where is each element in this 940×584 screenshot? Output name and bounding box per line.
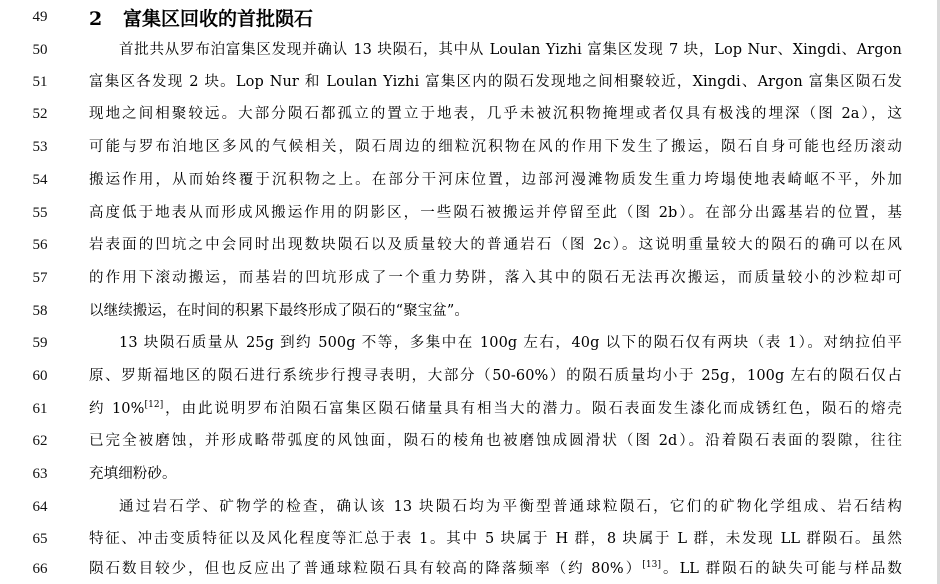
- paragraph-text: 原、罗斯福地区的陨石进行系统步行搜寻表明，大部分（50-60%）的陨石质量均小于 25g，100g 左右的陨石仅占: [89, 368, 902, 384]
- text-line: [0, 295, 940, 328]
- text-line: [0, 66, 940, 99]
- section-number: 2: [89, 8, 103, 30]
- paragraph-text: 现地之间相聚较远。大部分陨石都孤立的置立于地表，几乎未被沉积物掩埋或者仅具有极浅的埋深（图 2a），这: [89, 106, 902, 122]
- text-line: [0, 553, 940, 584]
- section-heading: [89, 1, 313, 37]
- paragraph-text: [89, 393, 902, 426]
- line-number: 55: [32, 205, 48, 221]
- paragraph-text: 13 块陨石质量从 25g 到约 500g 不等，多集中在 100g 左右，40g 以下的陨石仅有两块（表 1）。对纳拉伯平: [119, 335, 902, 351]
- paragraph-text: 特征、冲击变质特征以及风化程度等汇总于表 1。其中 5 块属于 H 群，8 块属于 L 群，未发现 LL 群陨石。虽然: [89, 531, 902, 547]
- line-number: 52: [32, 106, 48, 122]
- text-segment: ，由此说明罗布泊陨石富集区陨石储量具有相当大的潜力。陨石表面发生漆化而成锈红色，陨石的熔壳: [163, 401, 902, 417]
- text-line: [0, 98, 940, 131]
- line-number: 54: [32, 172, 48, 188]
- paragraph-text: 可能与罗布泊地区多风的气候相关，陨石周边的细粒沉积物在风的作用下发生了搬运，陨石自身可能也经历滚动: [89, 139, 902, 155]
- citation-ref: [12]: [144, 400, 164, 410]
- paragraph-text: 高度低于地表从而形成风搬运作用的阴影区，一些陨石被搬运并停留至此（图 2b）。在部分出露基岩的位置，基: [89, 205, 902, 221]
- text-line: [0, 458, 940, 491]
- text-segment: 。LL 群陨石的缺失可能与样品数: [661, 561, 902, 577]
- line-number: 57: [32, 270, 48, 286]
- paragraph-text: 岩表面的凹坑之中会同时出现数块陨石以及质量较大的普通岩石（图 2c）。这说明重量较大的陨石的确可以在风: [89, 237, 902, 253]
- line-number: 49: [32, 9, 48, 25]
- text-line: [0, 425, 940, 458]
- heading-row: [0, 1, 940, 34]
- paragraph-text: 充填细粉砂。: [89, 466, 177, 482]
- text-line: [0, 34, 940, 67]
- paragraph-text: 已完全被磨蚀，并形成略带弧度的风蚀面，陨石的棱角也被磨蚀成圆滑状（图 2d）。沿着陨石表面的裂隙，往往: [89, 433, 902, 449]
- text-line: [0, 197, 940, 230]
- text-line: [0, 327, 940, 360]
- line-number: 56: [32, 237, 48, 253]
- line-number: 65: [32, 531, 48, 547]
- citation-ref: [13]: [642, 560, 662, 570]
- paragraph-text: 首批共从罗布泊富集区发现并确认 13 块陨石，其中从 Loulan Yizhi 富集区发现 7 块，Lop Nur、Xingdi、Argon: [119, 42, 902, 58]
- line-number: 50: [32, 42, 48, 58]
- text-line: [0, 164, 940, 197]
- line-number: 53: [32, 139, 48, 155]
- line-number: 61: [32, 401, 48, 417]
- text-line: [0, 360, 940, 393]
- text-segment: 陨石数目较少，但也反应出了普通球粒陨石具有较高的降落频率（约 80%）: [89, 561, 643, 577]
- line-number: 64: [32, 499, 48, 515]
- paragraph-text: 富集区各发现 2 块。Lop Nur 和 Loulan Yizhi 富集区内的陨石发现地之间相聚较近，Xingdi、Argon 富集区陨石发: [89, 74, 902, 90]
- paragraph-text: 搬运作用，从而始终覆于沉积物之上。在部分干河床位置，边部河漫滩物质发生重力垮塌使地表崎岖不平，外加: [89, 172, 902, 188]
- text-line: [0, 262, 940, 295]
- paragraph-text: 通过岩石学、矿物学的检查，确认该 13 块陨石均为平衡型普通球粒陨石，它们的矿物化学组成、岩石结构: [119, 499, 902, 515]
- line-number: 51: [32, 74, 48, 90]
- paragraph-text: [89, 553, 902, 584]
- text-line: [0, 393, 940, 426]
- line-number: 62: [32, 433, 48, 449]
- paragraph-text: 以继续搬运，在时间的积累下最终形成了陨石的“聚宝盆”。: [89, 303, 470, 319]
- line-number: 59: [32, 335, 48, 351]
- text-line: [0, 131, 940, 164]
- text-line: [0, 491, 940, 524]
- paragraph-text: 的作用下滚动搬运，而基岩的凹坑形成了一个重力势阱，落入其中的陨石无法再次搬运，而质量较小的沙粒却可: [89, 270, 902, 286]
- text-segment: 约 10%: [89, 401, 145, 417]
- line-number: 63: [32, 466, 48, 482]
- text-line: [0, 523, 940, 556]
- text-line: [0, 229, 940, 262]
- line-number: 66: [32, 561, 48, 577]
- section-title: 富集区回收的首批陨石: [123, 8, 314, 30]
- line-number: 60: [32, 368, 48, 384]
- line-number: 58: [32, 303, 48, 319]
